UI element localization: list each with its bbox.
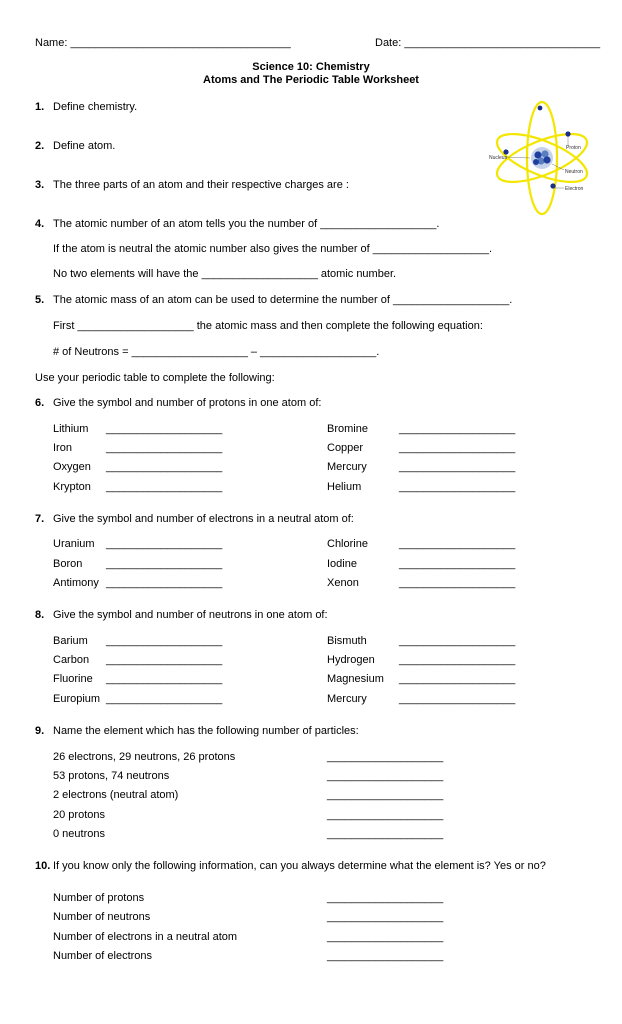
- q8-element-right: Bismuth: [327, 635, 367, 647]
- q9-item: 2 electrons (neutral atom): [53, 789, 179, 801]
- q9-item: 0 neutrons: [53, 828, 105, 840]
- answer-blank[interactable]: ___________________: [399, 538, 516, 550]
- answer-blank[interactable]: ___________________: [399, 442, 516, 454]
- answer-blank[interactable]: ___________________: [327, 931, 444, 943]
- q9-item: 53 protons, 74 neutrons: [53, 770, 170, 782]
- answer-blank[interactable]: ___________________: [327, 809, 444, 821]
- answer-blank[interactable]: ___________________: [106, 423, 223, 435]
- q4-line2: If the atom is neutral the atomic number also gives the number of ___________________.: [53, 243, 493, 255]
- q6-element-left: Krypton: [53, 481, 91, 493]
- q6-element-left: Lithium: [53, 423, 89, 435]
- answer-blank[interactable]: ___________________: [327, 892, 444, 904]
- q7-element-right: Iodine: [327, 558, 357, 570]
- neutron-label: Neutron: [565, 169, 583, 175]
- q1-number: 1.: [35, 101, 45, 113]
- answer-blank[interactable]: ___________________: [399, 673, 516, 685]
- q7-number: 7.: [35, 513, 45, 525]
- q5-line2: First ___________________ the atomic mass and then complete the following equation:: [53, 320, 483, 332]
- q7-element-left: Boron: [53, 558, 83, 570]
- q8-element-right: Mercury: [327, 693, 367, 705]
- q6-element-left: Oxygen: [53, 461, 91, 473]
- q8-element-right: Magnesium: [327, 673, 384, 685]
- answer-blank[interactable]: ___________________: [399, 577, 516, 589]
- q9-prompt: Name the element which has the following number of particles:: [53, 725, 359, 737]
- answer-blank[interactable]: ___________________: [399, 461, 516, 473]
- answer-blank[interactable]: ___________________: [327, 828, 444, 840]
- q4-line1: The atomic number of an atom tells you the number of ___________________.: [53, 218, 440, 230]
- answer-blank[interactable]: ___________________: [327, 789, 444, 801]
- answer-blank[interactable]: ___________________: [106, 693, 223, 705]
- answer-blank[interactable]: ___________________: [399, 693, 516, 705]
- q6-number: 6.: [35, 397, 45, 409]
- q8-prompt: Give the symbol and number of neutrons in one atom of:: [53, 609, 328, 621]
- answer-blank[interactable]: ___________________: [399, 558, 516, 570]
- q6-element-right: Helium: [327, 481, 362, 493]
- answer-blank[interactable]: ___________________: [399, 654, 516, 666]
- answer-blank[interactable]: ___________________: [327, 751, 444, 763]
- answer-blank[interactable]: ___________________: [399, 481, 516, 493]
- answer-blank[interactable]: ___________________: [106, 558, 223, 570]
- nucleus-icon: [531, 147, 553, 169]
- answer-blank[interactable]: ___________________: [106, 635, 223, 647]
- answer-blank[interactable]: ___________________: [106, 481, 223, 493]
- proton-label: Proton: [566, 145, 581, 151]
- instruction-text: Use your periodic table to complete the following:: [35, 372, 275, 384]
- q8-element-left: Europium: [53, 693, 101, 705]
- q7-element-right: Chlorine: [327, 538, 368, 550]
- worksheet-title: Science 10: Chemistry: [252, 61, 370, 73]
- answer-blank[interactable]: ___________________: [106, 538, 223, 550]
- q7-element-left: Antimony: [53, 577, 99, 589]
- q2-text: Define atom.: [53, 140, 116, 152]
- q9-item: 26 electrons, 29 neutrons, 26 protons: [53, 751, 236, 763]
- q9-item: 20 protons: [53, 809, 105, 821]
- q9-number: 9.: [35, 725, 45, 737]
- q4-number: 4.: [35, 218, 45, 230]
- name-field[interactable]: Name: ____________________________________: [35, 37, 291, 49]
- atom-diagram: [486, 100, 590, 218]
- q5-number: 5.: [35, 294, 45, 306]
- answer-blank[interactable]: ___________________: [399, 635, 516, 647]
- electron-label: Electron: [565, 186, 584, 192]
- answer-blank[interactable]: ___________________: [399, 423, 516, 435]
- q10-item: Number of electrons in a neutral atom: [53, 931, 238, 943]
- answer-blank[interactable]: ___________________: [106, 654, 223, 666]
- answer-blank[interactable]: ___________________: [327, 770, 444, 782]
- answer-blank[interactable]: ___________________: [106, 577, 223, 589]
- q3-text: The three parts of an atom and their respective charges are :: [53, 179, 349, 191]
- q8-element-left: Carbon: [53, 654, 90, 666]
- q6-element-right: Bromine: [327, 423, 368, 435]
- q7-element-right: Xenon: [327, 577, 359, 589]
- q8-number: 8.: [35, 609, 45, 621]
- nucleus-label: Nucleus: [489, 155, 508, 161]
- q10-prompt: If you know only the following information, can you always determine what the element is? Yes or no?: [53, 860, 546, 872]
- q10-number: 10.: [35, 860, 51, 872]
- q5-line3: # of Neutrons = ___________________ – ___________________.: [53, 346, 380, 358]
- worksheet-subtitle: Atoms and The Periodic Table Worksheet: [203, 74, 419, 86]
- q7-element-left: Uranium: [53, 538, 95, 550]
- q10-item: Number of electrons: [53, 950, 153, 962]
- q6-element-right: Mercury: [327, 461, 367, 473]
- q6-element-left: Iron: [53, 442, 72, 454]
- q6-prompt: Give the symbol and number of protons in one atom of:: [53, 397, 322, 409]
- q8-element-right: Hydrogen: [327, 654, 375, 666]
- answer-blank[interactable]: ___________________: [327, 911, 444, 923]
- date-field[interactable]: Date: ________________________________: [375, 37, 601, 49]
- q4-line3: No two elements will have the ___________________ atomic number.: [53, 268, 397, 280]
- q8-element-left: Fluorine: [53, 673, 93, 685]
- answer-blank[interactable]: ___________________: [327, 950, 444, 962]
- q8-element-left: Barium: [53, 635, 88, 647]
- q7-prompt: Give the symbol and number of electrons in a neutral atom of:: [53, 513, 354, 525]
- q5-line1: The atomic mass of an atom can be used to determine the number of ___________________.: [53, 294, 513, 306]
- q1-text: Define chemistry.: [53, 101, 138, 113]
- answer-blank[interactable]: ___________________: [106, 673, 223, 685]
- answer-blank[interactable]: ___________________: [106, 442, 223, 454]
- q10-item: Number of protons: [53, 892, 145, 904]
- q3-number: 3.: [35, 179, 45, 191]
- q6-element-right: Copper: [327, 442, 364, 454]
- answer-blank[interactable]: ___________________: [106, 461, 223, 473]
- q10-item: Number of neutrons: [53, 911, 151, 923]
- q2-number: 2.: [35, 140, 45, 152]
